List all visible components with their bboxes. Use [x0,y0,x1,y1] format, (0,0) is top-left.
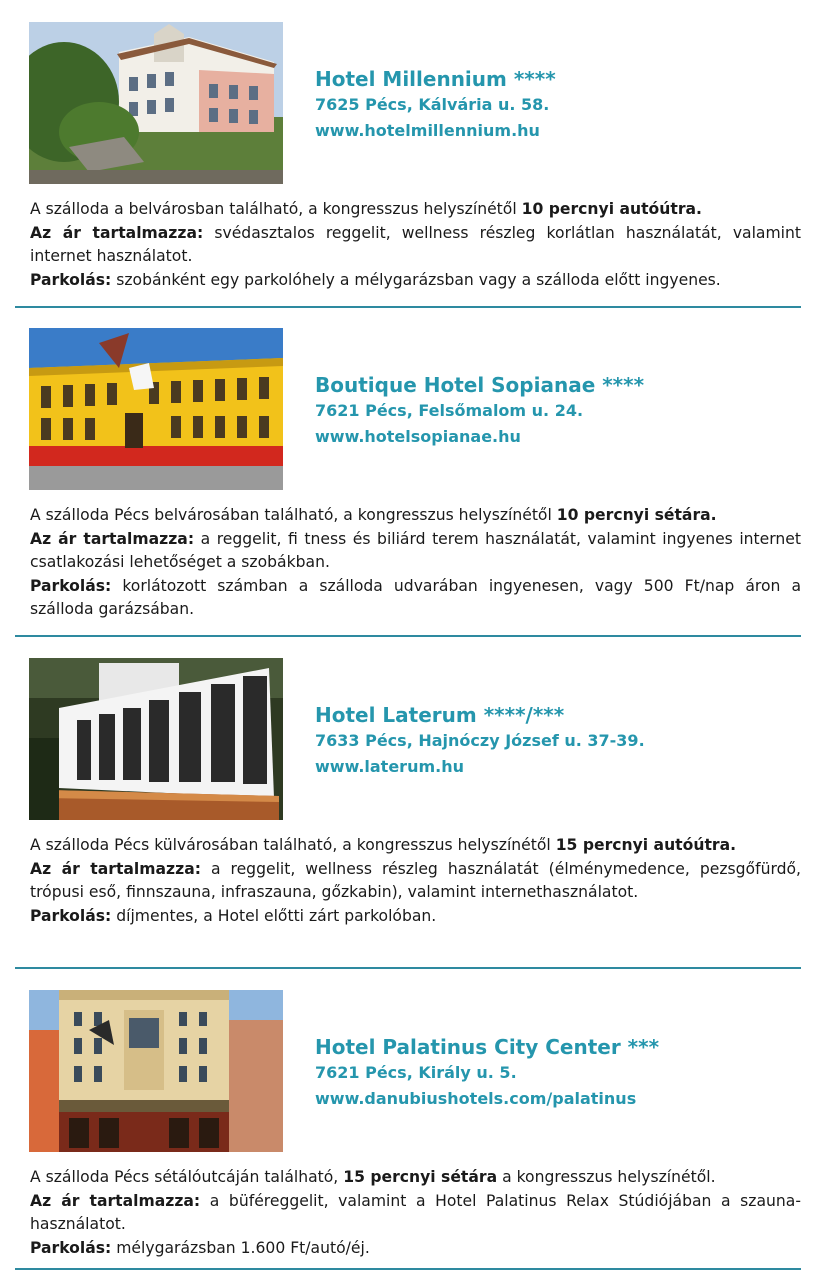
hotel-description [30,834,801,928]
hotel-website-link[interactable]: www.hotelmillennium.hu [315,121,540,140]
hotel-name: Boutique Hotel Sopianae **** [315,373,645,397]
hotel-website-link[interactable]: www.danubiushotels.com/palatinus [315,1089,637,1108]
hotel-location: A szálloda Pécs sétálóutcáján található, 15 percnyi sétára a kongresszus helyszínétől. [30,1168,716,1186]
hotel-address: 7633 Pécs, Hajnóczy József u. 37-39. [315,731,645,750]
hotel-photo [29,22,283,184]
section-divider [15,967,801,969]
hotel-parking: Parkolás: szobánként egy parkolóhely a mélygarázsban vagy a szálloda előtt ingyenes. [30,270,721,289]
hotel-parking: Parkolás: korlátozott számban a szálloda udvarában ingyenesen, vagy 500 Ft/nap áron a szálloda garázsában. [30,576,801,618]
hotel-location: A szálloda Pécs belvárosában található, a kongresszus helyszínétől 10 percnyi sétára. [30,506,717,524]
hotel-website-link[interactable]: www.hotelsopianae.hu [315,427,521,446]
hotel-description [30,504,801,622]
hotel-description [30,198,801,292]
hotel-photo [29,658,283,820]
hotel-info [315,372,644,450]
hotel-address: 7621 Pécs, Király u. 5. [315,1063,517,1082]
hotel-location: A szálloda a belvárosban található, a kongresszus helyszínétől 10 percnyi autóútra. [30,200,702,218]
hotel-info [315,702,645,780]
section-divider [15,1268,801,1270]
hotel-price-includes: Az ár tartalmazza: a büféreggelit, valamint a Hotel Palatinus Relax Stúdiójában a szauna-használatot. [30,1191,801,1233]
hotel-name: Hotel Millennium **** [315,67,556,91]
hotel-millennium-photo [29,22,283,184]
section-divider [15,635,801,637]
hotel-price-includes: Az ár tartalmazza: a reggelit, fi tness és biliárd terem használatát, valamint ingyenes internet csatlakozási lehetőséget a szobákban. [30,529,801,571]
hotel-address: 7625 Pécs, Kálvária u. 58. [315,95,550,114]
hotel-photo [29,990,283,1152]
hotel-price-includes: Az ár tartalmazza: a reggelit, wellness részleg használatát (élménymedence, pezsgőfürdő, trópusi eső, finnszauna, infraszauna, gőzkabin), valamint internethasználatot. [30,859,801,901]
hotel-laterum-photo [29,658,283,820]
hotel-info [315,1034,659,1112]
hotel-description [30,1166,801,1260]
hotel-address: 7621 Pécs, Felsőmalom u. 24. [315,401,584,420]
hotel-location: A szálloda Pécs külvárosában található, a kongresszus helyszínétől 15 percnyi autóútra. [30,836,737,854]
hotel-info [315,66,556,144]
hotel-price-includes: Az ár tartalmazza: svédasztalos reggelit, wellness részleg korlátlan használatát, valamint internet használatot. [30,223,802,265]
hotel-parking: Parkolás: mélygarázsban 1.600 Ft/autó/éj. [30,1238,370,1257]
hotel-sopianae-photo [29,328,283,490]
hotel-name: Hotel Laterum ****/*** [315,703,565,727]
hotel-palatinus-photo [29,990,283,1152]
hotel-parking: Parkolás: díjmentes, a Hotel előtti zárt parkolóban. [30,906,437,925]
section-divider [15,306,801,308]
hotel-website-link[interactable]: www.laterum.hu [315,757,464,776]
hotel-name: Hotel Palatinus City Center *** [315,1035,660,1059]
hotel-photo [29,328,283,490]
